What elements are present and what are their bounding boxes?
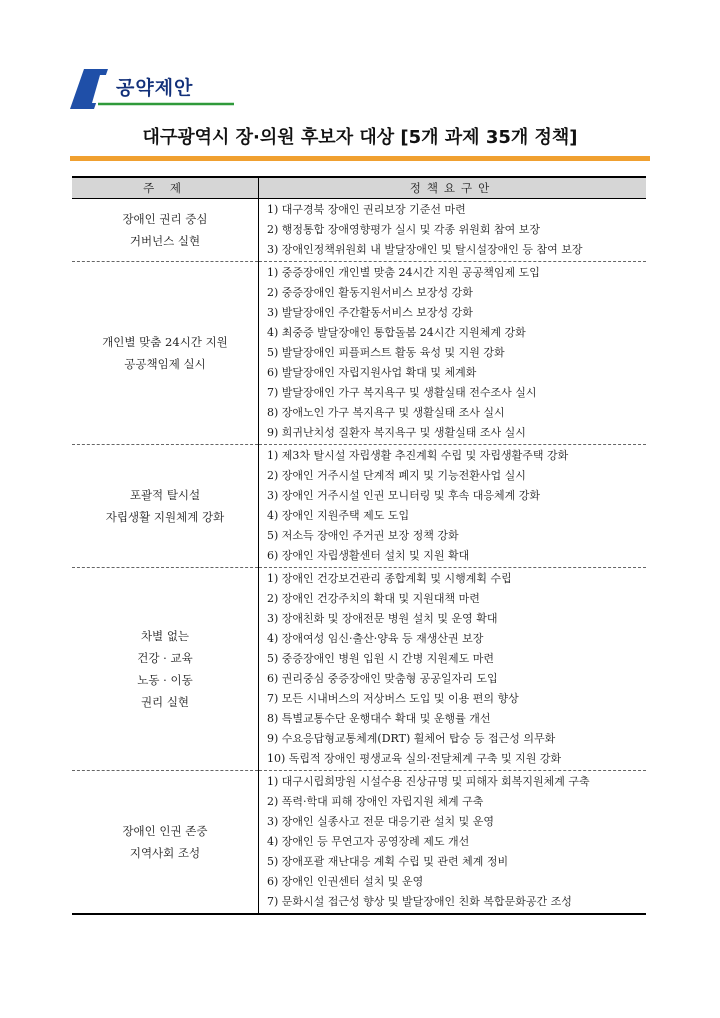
proposal-item: 3) 발달장애인 주간활동서비스 보장성 강화 xyxy=(267,306,473,319)
proposal-cell xyxy=(259,568,647,771)
proposal-item: 5) 발달장애인 피플퍼스트 활동 육성 및 지원 강화 xyxy=(267,346,505,359)
policy-table xyxy=(72,176,646,915)
proposal-item: 7) 문화시설 접근성 향상 및 발달장애인 친화 복합문화공간 조성 xyxy=(267,895,572,908)
proposal-item: 1) 대구시립희망원 시설수용 진상규명 및 피해자 회복지원체계 구축 xyxy=(267,775,590,788)
table-row xyxy=(72,262,646,445)
section-badge xyxy=(68,69,234,109)
topic-line: 차별 없는 xyxy=(140,629,190,643)
proposal-cell xyxy=(259,262,647,445)
table-row xyxy=(72,199,646,262)
proposal-item: 5) 저소득 장애인 주거권 보장 정책 강화 xyxy=(267,529,459,542)
topic-line: 장애인 인권 존중 xyxy=(122,824,208,838)
header-proposals: 정책요구안 xyxy=(259,177,647,199)
proposal-item: 6) 장애인 자립생활센터 설치 및 지원 확대 xyxy=(267,549,470,562)
table-row xyxy=(72,445,646,568)
proposal-item: 6) 발달장애인 자립지원사업 확대 및 체계화 xyxy=(267,366,477,379)
proposal-item: 3) 장애인정책위원회 내 발달장애인 및 탈시설장애인 등 참여 보장 xyxy=(267,243,583,256)
proposal-item: 1) 장애인 건강보건관리 종합계획 및 시행계획 수립 xyxy=(267,572,512,585)
proposal-item: 3) 장애인 거주시설 인권 모니터링 및 후속 대응체계 강화 xyxy=(267,489,541,502)
topic-line: 포괄적 탈시설 xyxy=(129,488,201,502)
topic-cell xyxy=(72,199,259,262)
proposal-item: 1) 대구경북 장애인 권리보장 기준선 마련 xyxy=(267,203,466,216)
proposal-item: 2) 행정통합 장애영향평가 실시 및 각종 위원회 참여 보장 xyxy=(267,223,541,236)
topic-line: 노동 · 이동 xyxy=(137,673,193,687)
proposal-cell xyxy=(259,771,647,915)
topic-line: 지역사회 조성 xyxy=(129,846,201,860)
proposal-item: 9) 수요응답형교통체계(DRT) 휠체어 탑승 등 접근성 의무화 xyxy=(267,732,556,745)
proposal-cell xyxy=(259,445,647,568)
proposal-item: 6) 장애인 인권센터 설치 및 운영 xyxy=(267,875,424,888)
proposal-item: 2) 폭력·학대 피해 장애인 자립지원 체계 구축 xyxy=(267,795,484,808)
proposal-item: 10) 독립적 장애인 평생교육 실의·전달체계 구축 및 지원 강화 xyxy=(267,752,562,765)
table-header-row xyxy=(72,177,646,199)
proposal-item: 4) 최중증 발달장애인 통합돌봄 24시간 지원체계 강화 xyxy=(267,326,526,339)
proposal-item: 8) 장애노인 가구 복지욕구 및 생활실태 조사 실시 xyxy=(267,406,505,419)
topic-cell xyxy=(72,568,259,771)
topic-line: 건강 · 교육 xyxy=(137,651,193,665)
proposal-item: 6) 권리중심 중증장애인 맞춤형 공공일자리 도입 xyxy=(267,672,498,685)
proposal-item: 2) 장애인 건강주치의 확대 및 지원대책 마련 xyxy=(267,592,480,605)
topic-cell xyxy=(72,771,259,915)
table-body xyxy=(72,199,646,915)
badge-label: 공약제안 xyxy=(116,77,194,99)
title-divider xyxy=(70,156,650,161)
proposal-cell xyxy=(259,199,647,262)
proposal-item: 8) 특별교통수단 운행대수 확대 및 운행률 개선 xyxy=(267,712,491,725)
topic-cell xyxy=(72,445,259,568)
topic-line: 자립생활 지원체계 강화 xyxy=(105,510,225,524)
proposal-item: 2) 중증장애인 활동지원서비스 보장성 강화 xyxy=(267,286,473,299)
proposal-item: 3) 장애친화 및 장애전문 병원 설치 및 운영 확대 xyxy=(267,612,498,625)
topic-line: 권리 실현 xyxy=(140,695,190,709)
topic-line: 거버넌스 실현 xyxy=(129,234,201,248)
topic-line: 개인별 맞춤 24시간 지원 xyxy=(102,335,228,349)
proposal-item: 5) 중증장애인 병원 입원 시 간병 지원제도 마련 xyxy=(267,652,495,665)
proposal-item: 7) 발달장애인 가구 복지욕구 및 생활실태 전수조사 실시 xyxy=(267,386,537,399)
proposal-item: 4) 장애인 등 무연고자 공영장례 제도 개선 xyxy=(267,835,470,848)
topic-cell xyxy=(72,262,259,445)
proposal-item: 1) 제3차 탈시설 자립생활 추진계획 수립 및 자립생활주택 강화 xyxy=(267,449,569,462)
proposal-item: 5) 장애포괄 재난대응 계획 수립 및 관련 체계 정비 xyxy=(267,855,509,868)
topic-line: 공공책임제 실시 xyxy=(124,357,206,371)
proposal-item: 3) 장애인 실종사고 전문 대응기관 설치 및 운영 xyxy=(267,815,495,828)
table-row xyxy=(72,771,646,915)
proposal-item: 7) 모든 시내버스의 저상버스 도입 및 이용 편의 향상 xyxy=(267,692,519,705)
proposal-item: 4) 장애인 지원주택 제도 도입 xyxy=(267,509,410,522)
proposal-item: 9) 희귀난치성 질환자 복지욕구 및 생활실태 조사 실시 xyxy=(267,426,526,439)
page-title: 대구광역시 장·의원 후보자 대상 [5개 과제 35개 정책] xyxy=(142,127,578,148)
header-topic: 주 제 xyxy=(72,177,259,199)
proposal-item: 1) 중증장애인 개인별 맞춤 24시간 지원 공공책임제 도입 xyxy=(267,266,540,279)
proposal-item: 2) 장애인 거주시설 단계적 폐지 및 기능전환사업 실시 xyxy=(267,469,526,482)
proposal-item: 4) 장애여성 임신·출산·양육 등 재생산권 보장 xyxy=(267,632,484,645)
table-row xyxy=(72,568,646,771)
topic-line: 장애인 권리 중심 xyxy=(122,212,208,226)
